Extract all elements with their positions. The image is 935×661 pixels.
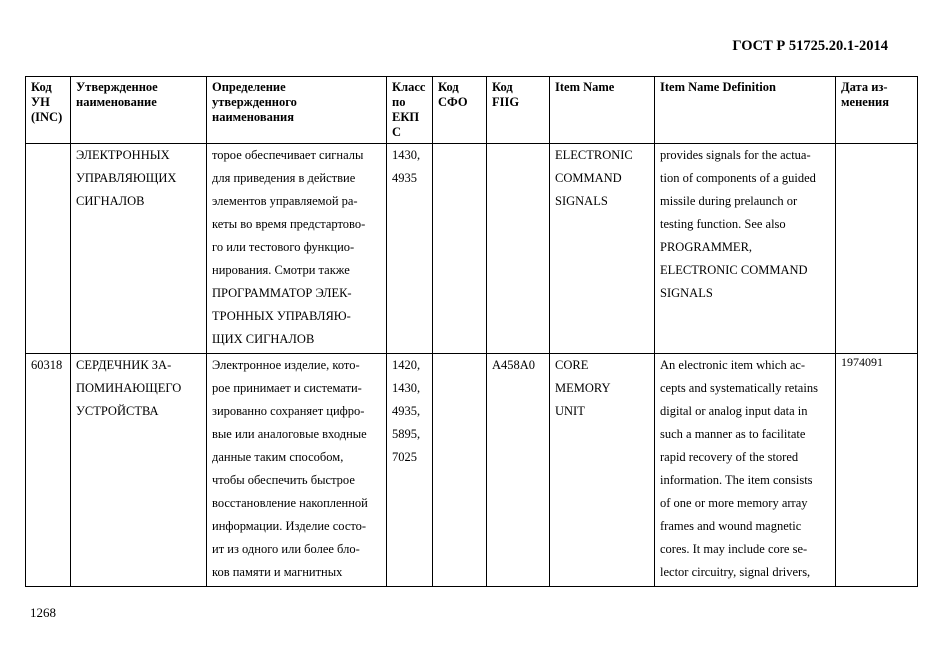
text-line: кеты во время предстартово-: [212, 217, 366, 231]
text-line: ELECTRONIC: [555, 148, 633, 162]
header-definition: [207, 77, 387, 144]
text-line: ЩИХ СИГНАЛОВ: [212, 332, 315, 346]
text-line: чтобы обеспечить быстрое: [212, 473, 355, 487]
text-line: восстановление накопленной: [212, 496, 368, 510]
text-line: СФО: [438, 95, 468, 109]
text-line: 4935,: [392, 404, 421, 418]
text-line: менения: [841, 95, 889, 109]
text-line: Класс: [392, 80, 426, 94]
text-line: COMMAND: [555, 171, 622, 185]
text-line: of one or more memory array: [660, 496, 808, 510]
text-line: ELECTRONIC COMMAND: [660, 263, 808, 277]
cell-class: [387, 144, 433, 354]
text-line: Определение: [212, 80, 286, 94]
header-code: [26, 77, 71, 144]
text-line: элементов управляемой ра-: [212, 194, 358, 208]
standard-header: ГОСТ Р 51725.20.1-2014: [732, 38, 888, 54]
text-line: (INC): [31, 110, 63, 124]
text-line: cepts and systematically retains: [660, 381, 818, 395]
table-row: [26, 144, 918, 354]
text-line: Item Name: [555, 80, 615, 94]
text-line: Утвержденное: [76, 80, 158, 94]
text-line: 1420,: [392, 358, 421, 372]
text-line: по: [392, 95, 406, 109]
text-line: ПРОГРАММАТОР ЭЛЕК-: [212, 286, 352, 300]
text-line: missile during prelaunch or: [660, 194, 798, 208]
header-item-name: [550, 77, 655, 144]
text-line: 5895,: [392, 427, 421, 441]
date-value: 1974091: [841, 355, 883, 369]
text-line: ит из одного или более бло-: [212, 542, 360, 556]
text-line: Item Name Definition: [660, 80, 776, 94]
text-line: 4935: [392, 171, 417, 185]
text-line: наименование: [76, 95, 157, 109]
text-line: ЕКП: [392, 110, 420, 124]
text-line: зированно сохраняет цифро-: [212, 404, 365, 418]
page-number: 1268: [30, 605, 56, 620]
text-line: наименования: [212, 110, 295, 124]
text-line: Электронное изделие, кото-: [212, 358, 360, 372]
text-line: MEMORY: [555, 381, 611, 395]
cell-approved-name: [71, 354, 207, 587]
text-line: СИГНАЛОВ: [76, 194, 145, 208]
cell-sfo: [433, 144, 487, 354]
header-fiig: [487, 77, 550, 144]
cell-code: 60318: [26, 354, 71, 587]
text-line: ков памяти и магнитных: [212, 565, 343, 579]
header-class: [387, 77, 433, 144]
text-line: нирования. Смотри также: [212, 263, 350, 277]
cell-item-name: [550, 144, 655, 354]
text-line: digital or analog input data in: [660, 404, 808, 418]
cell-approved-name: [71, 144, 207, 354]
text-line: rapid recovery of the stored: [660, 450, 799, 464]
text-line: SIGNALS: [555, 194, 608, 208]
text-line: 1430,: [392, 148, 421, 162]
text-line: Код: [492, 80, 513, 94]
text-line: для приведения в действие: [212, 171, 356, 185]
text-line: информации. Изделие состо-: [212, 519, 367, 533]
header-item-definition: [655, 77, 836, 144]
table-header-row: [26, 77, 918, 144]
text-line: Дата из-: [841, 80, 888, 94]
cell-code: [26, 144, 71, 354]
text-line: information. The item consists: [660, 473, 813, 487]
header-sfo: [433, 77, 487, 144]
text-line: frames and wound magnetic: [660, 519, 802, 533]
cell-fiig: A458A0: [487, 354, 550, 587]
text-line: УПРАВЛЯЮЩИХ: [76, 171, 177, 185]
text-line: CORE: [555, 358, 589, 372]
text-line: данные таким способом,: [212, 450, 344, 464]
cell-item-definition: [655, 144, 836, 354]
text-line: вые или аналоговые входные: [212, 427, 367, 441]
cell-date: [836, 354, 918, 587]
cell-definition: [207, 144, 387, 354]
text-line: ЭЛЕКТРОННЫХ: [76, 148, 170, 162]
text-line: ПОМИНАЮЩЕГО: [76, 381, 182, 395]
text-line: Код: [438, 80, 459, 94]
text-line: provides signals for the actua-: [660, 148, 811, 162]
text-line: FIIG: [492, 95, 520, 109]
catalog-table: [25, 76, 918, 587]
text-line: утвержденного: [212, 95, 297, 109]
text-line: lector circuitry, signal drivers,: [660, 565, 811, 579]
text-line: cores. It may include core se-: [660, 542, 808, 556]
cell-class: [387, 354, 433, 587]
text-line: УСТРОЙСТВА: [76, 404, 159, 418]
header-approved-name: [71, 77, 207, 144]
text-line: ТРОННЫХ УПРАВЛЯЮ-: [212, 309, 351, 323]
text-line: SIGNALS: [660, 286, 713, 300]
text-line: С: [392, 125, 402, 139]
text-line: testing function. See also: [660, 217, 786, 231]
text-line: 1430,: [392, 381, 421, 395]
header-date: [836, 77, 918, 144]
text-line: торое обеспечивает сигналы: [212, 148, 364, 162]
cell-item-name: [550, 354, 655, 587]
text-line: 7025: [392, 450, 417, 464]
text-line: UNIT: [555, 404, 585, 418]
cell-sfo: [433, 354, 487, 587]
text-line: рое принимает и системати-: [212, 381, 362, 395]
cell-date: [836, 144, 918, 354]
text-line: УН: [31, 95, 50, 109]
text-line: СЕРДЕЧНИК ЗА-: [76, 358, 172, 372]
text-line: such a manner as to facilitate: [660, 427, 806, 441]
text-line: Код: [31, 80, 52, 94]
cell-fiig: [487, 144, 550, 354]
text-line: го или тестового функцио-: [212, 240, 355, 254]
text-line: PROGRAMMER,: [660, 240, 753, 254]
cell-item-definition: [655, 354, 836, 587]
text-line: An electronic item which ac-: [660, 358, 806, 372]
table-row: [26, 354, 918, 587]
cell-definition: [207, 354, 387, 587]
text-line: tion of components of a guided: [660, 171, 816, 185]
